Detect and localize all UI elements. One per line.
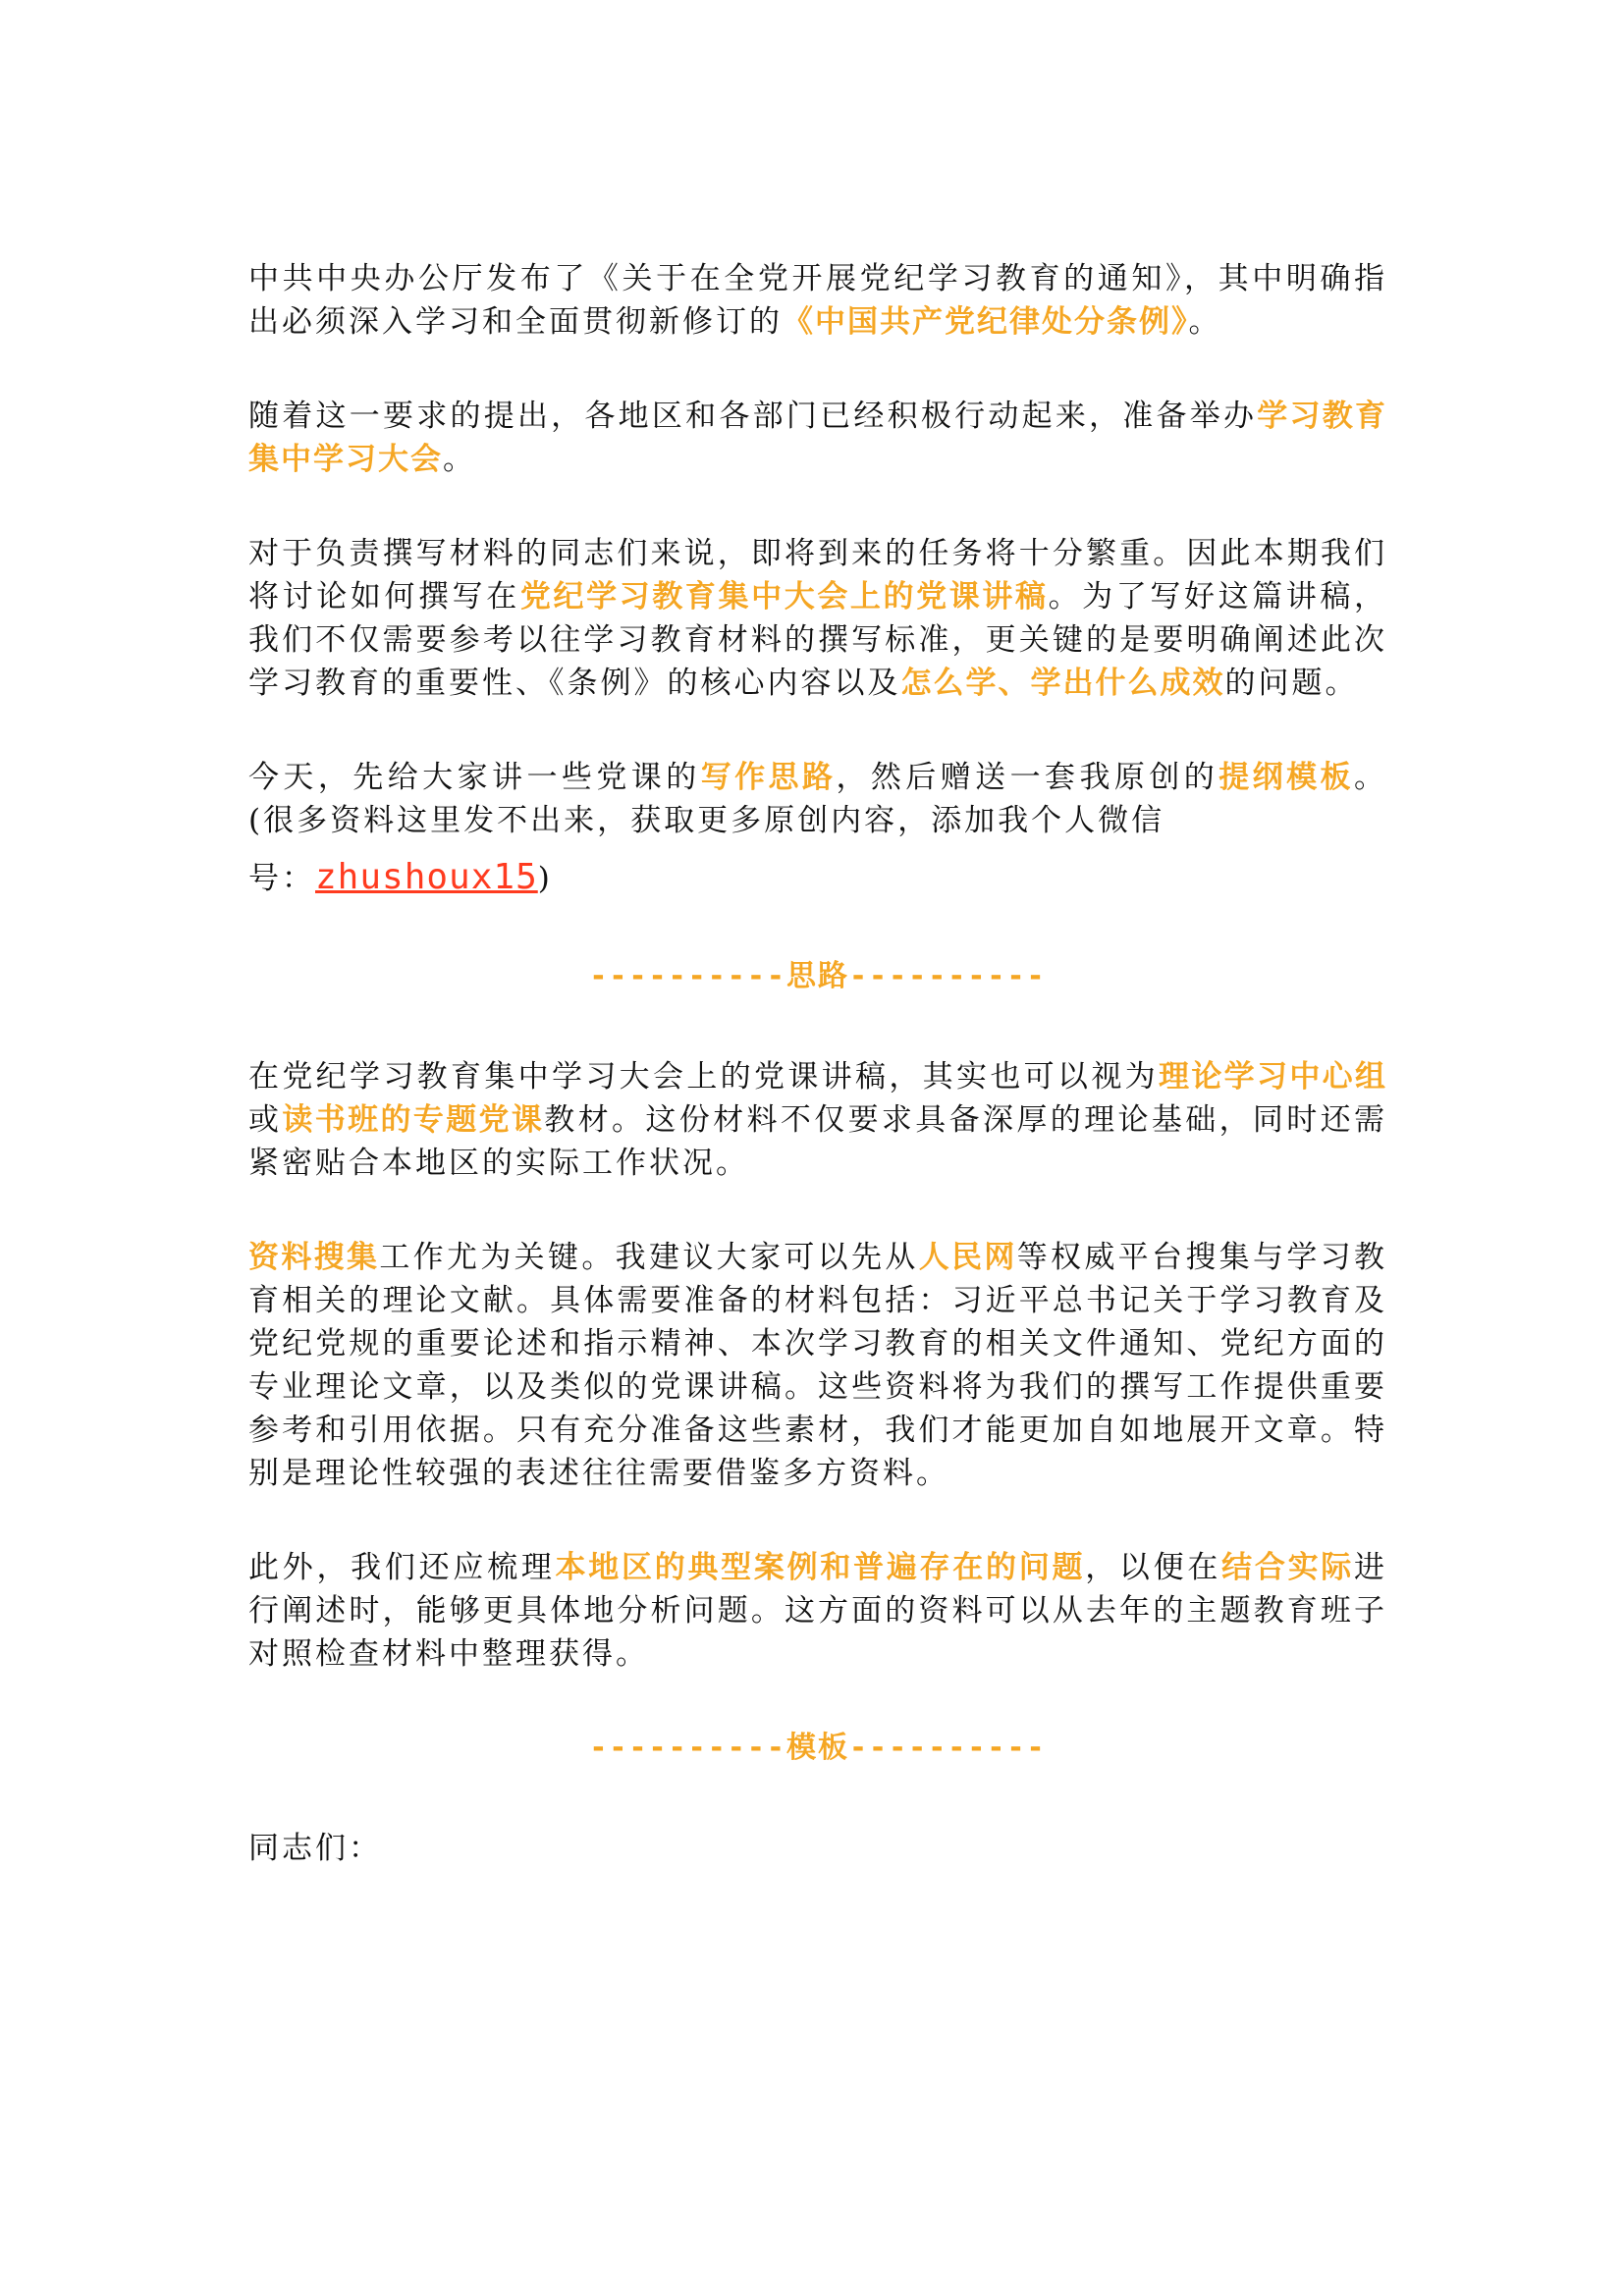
highlight-writing-ideas: 写作思路: [700, 760, 837, 795]
text: 今天，先给大家讲一些党课的: [248, 760, 701, 795]
text: 。(很多资料这里发不出来，获取更多原创内容，添加我个人微信: [248, 760, 1387, 838]
text: 等权威平台搜集与学习教育相关的理论文献。具体需要准备的材料包括：习近平总书记关于学习教育及党纪党规的重要论述和指示精神、本次学习教育的相关文件通知、党纪方面的专业理论文章，以及类似的党课讲稿。这些资料将为我们的撰写工作提供重要参考和引用依据。只有充分准备这些素材，我们才能更加自如地展开文章。特别是理论性较强的表述往往需要借鉴多方资料。: [248, 1240, 1388, 1491]
text: 。: [1188, 304, 1222, 340]
text: 教材。这份材料不仅要求具备深厚的理论基础，同时还需紧密贴合本地区的实际工作状况。: [248, 1102, 1388, 1181]
paragraph-local-cases: [248, 1546, 1387, 1676]
text: 对于负责撰写材料的同志们来说，即将到来的任务将十分繁重。因此本期我们将讨论如何撰写在: [248, 536, 1387, 614]
section-divider-template: ----------模板----------: [589, 1731, 1047, 1765]
text: 的问题。: [1224, 666, 1359, 701]
wechat-suffix: ): [537, 861, 553, 896]
highlight-how-to-learn: 怎么学、学出什么成效: [900, 666, 1225, 701]
wechat-line: [248, 856, 1387, 900]
text: ，以便在: [1085, 1550, 1222, 1585]
paragraph-material-collection: [248, 1236, 1387, 1495]
paragraph-today: [248, 756, 1387, 842]
paragraph-lecture-view: [248, 1055, 1387, 1185]
highlight-reading-class: 读书班的专题党课: [282, 1102, 545, 1138]
section-divider-ideas: ----------思路----------: [589, 959, 1047, 993]
text: 中共中央办公厅发布了《关于在全党开展党纪学习教育的通知》，其中明确指出必须深入学习和全面贯彻新修订的: [248, 261, 1387, 340]
greeting: 同志们：: [248, 1831, 382, 1866]
highlight-regulation-title: 《中国共产党纪律处分条例》: [783, 304, 1189, 340]
wechat-id-link[interactable]: zhushoux15: [315, 857, 538, 897]
highlight-material-collection: 资料搜集: [248, 1240, 380, 1275]
text: 此外，我们还应梳理: [248, 1550, 556, 1585]
text: 随着这一要求的提出，各地区和各部门已经积极行动起来，准备举办: [248, 399, 1258, 434]
paragraph-intro-notice: [248, 257, 1387, 344]
highlight-people-net: 人民网: [918, 1240, 1017, 1275]
text: 。为了写好这篇讲稿，我们不仅需要参考以往学习教育材料的撰写标准，更关键的是要明确阐述此次学习教育的重要性、《条例》的核心内容以及: [248, 579, 1388, 701]
highlight-study-meeting: 学习教育集中学习大会: [248, 399, 1388, 477]
highlight-local-cases: 本地区的典型案例和普遍存在的问题: [555, 1550, 1086, 1585]
highlight-lecture-draft: 党纪学习教育集中大会上的党课讲稿: [519, 579, 1049, 614]
highlight-theory-group: 理论学习中心组: [1159, 1059, 1387, 1095]
text: 工作尤为关键。我建议大家可以先从: [379, 1240, 919, 1275]
highlight-outline-template: 提纲模板: [1218, 760, 1354, 795]
wechat-prefix: 号：: [248, 861, 315, 896]
paragraph-requirement: [248, 395, 1387, 481]
text: 在党纪学习教育集中学习大会上的党课讲稿，其实也可以视为: [248, 1059, 1159, 1095]
highlight-combine-reality: 结合实际: [1221, 1550, 1355, 1585]
text: 进行阐述时，能够更具体地分析问题。这方面的资料可以从去年的主题教育班子对照检查材料中整理获得。: [248, 1550, 1388, 1672]
article-body: [248, 257, 1387, 1870]
text: 或: [248, 1102, 283, 1138]
paragraph-task: [248, 532, 1387, 705]
text: ，然后赠送一套我原创的: [836, 760, 1219, 795]
text: 。: [443, 442, 476, 477]
